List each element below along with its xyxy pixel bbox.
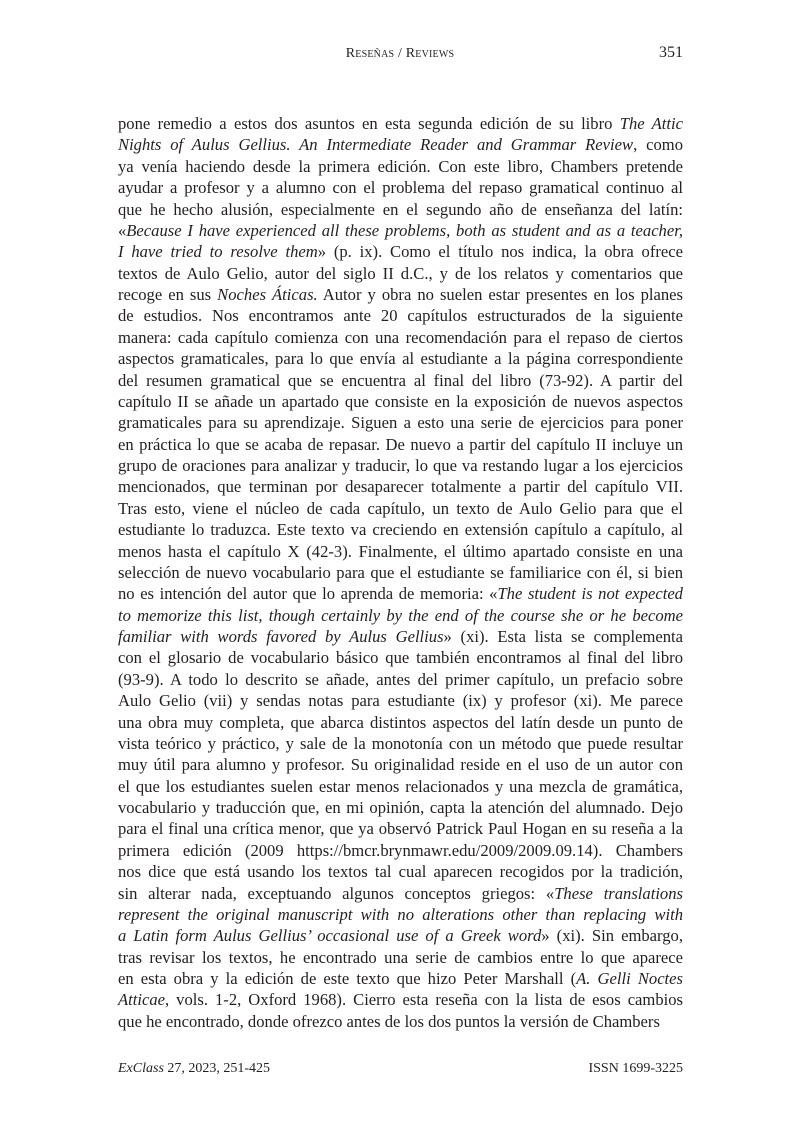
text-run: ya venía haciendo desde la primera edición. Con este libro, Chambers pretende: [118, 156, 683, 176]
text-line: [118, 263, 683, 284]
text-line: [118, 348, 683, 369]
text-line: [118, 754, 683, 775]
text-line: [118, 305, 683, 326]
text-run: tras revisar los textos, he encontrado una serie de cambios entre lo que aparece: [118, 947, 683, 967]
text-run: sin alterar nada, exceptuando algunos conceptos griegos: «: [118, 883, 555, 903]
text-run: » (xi). Sin embargo,: [541, 926, 683, 946]
text-line: [118, 797, 683, 818]
text-run: el que los estudiantes suelen estar menos relacionados y una mezcla de gramática,: [118, 776, 683, 796]
text-line: [118, 733, 683, 754]
text-line: [118, 455, 683, 476]
italic-text: I have tried to resolve them: [118, 242, 318, 262]
text-line: [118, 861, 683, 882]
text-line: [118, 925, 683, 946]
italic-text: These translations: [554, 883, 683, 903]
text-run: primera edición (2009 https://bmcr.brynmawr.edu/2009/2009.09.14). Chambers: [118, 840, 683, 860]
text-run: una obra muy completa, que abarca distintos aspectos del latín desde un punto de: [118, 712, 683, 732]
italic-text: Because I have experienced all these problems, both as student and as a teacher,: [126, 220, 683, 240]
text-run: selección de nuevo vocabulario para que el estudiante se familiarice con él, si bien: [118, 562, 683, 582]
text-line: [118, 840, 683, 861]
italic-text: a Latin form Aulus Gellius’ occasional use of a Greek word: [118, 926, 542, 946]
body-text: [118, 113, 683, 1032]
text-run: estudiante lo traduzca. Este texto va creciendo en extensión capítulo a capítulo, al: [118, 520, 683, 540]
text-line: [118, 327, 683, 348]
text-line: [118, 498, 683, 519]
text-line: [118, 370, 683, 391]
text-line: [118, 605, 683, 626]
text-run: del resumen gramatical que se encuentra al final del libro (73-92). A partir del: [118, 370, 683, 390]
text-line: [118, 989, 683, 1010]
text-line: [118, 177, 683, 198]
text-line: [118, 583, 683, 604]
text-run: de estudios. Nos encontramos ante 20 capítulos estructurados de la siguiente: [118, 306, 683, 326]
text-run: en esta obra y la edición de este texto que hizo Peter Marshall (: [118, 969, 577, 988]
text-run: aspectos gramaticales, para lo que envía al estudiante a la página correspondiente: [118, 349, 683, 369]
text-line: [118, 776, 683, 797]
text-line: [118, 712, 683, 733]
text-run: grupo de oraciones para analizar y traducir, lo que va restando lugar a los ejercicios: [118, 456, 683, 475]
text-line: [118, 284, 683, 305]
text-line: [118, 947, 683, 968]
text-line: [118, 968, 683, 989]
text-run: que he hecho alusión, especialmente en el segundo año de enseñanza del latín:: [118, 199, 683, 219]
text-run: ayudar a profesor y a alumno con el problema del repaso gramatical continuo al: [118, 178, 683, 198]
issn: ISSN 1699-3225: [588, 1061, 683, 1076]
text-line: [118, 883, 683, 904]
text-line: [118, 647, 683, 668]
text-line: [118, 412, 683, 433]
text-line: [118, 241, 683, 262]
text-line: [118, 434, 683, 455]
running-title: Reseñas / Reviews: [345, 46, 455, 61]
italic-text: to memorize this list, though certainly by the end of the course she or he become: [118, 605, 683, 625]
text-run: capítulo II se añade un apartado que consiste en la exposición de nuevos aspectos: [118, 391, 683, 411]
text-line: [118, 904, 683, 925]
text-line: [118, 1011, 683, 1032]
text-run: textos de Aulo Gelio, autor del siglo II d.C., y de los relatos y comentarios que: [118, 263, 683, 283]
text-line: [118, 199, 683, 220]
text-line: [118, 391, 683, 412]
text-run: muy útil para alumno y profesor. Su originalidad reside en el uso de un autor con: [118, 755, 683, 775]
text-run: (93-9). A todo lo descrito se añade, antes del primer capítulo, un prefacio sobre: [118, 669, 683, 689]
text-run: nos dice que está usando los textos tal cual aparecen recogidos por la tradición,: [118, 862, 683, 882]
volume-year-pages: 27, 2023, 251-425: [163, 1061, 271, 1076]
text-line: [118, 562, 683, 583]
text-line: [118, 818, 683, 839]
text-run: » (p. ix). Como el título nos indica, la obra ofrece: [317, 242, 683, 262]
italic-text: familiar with words favored by Aulus Gellius: [118, 627, 444, 646]
text-line: [118, 134, 683, 155]
text-run: pone remedio a estos dos asuntos en esta segunda edición de su libro: [118, 114, 620, 133]
text-line: [118, 541, 683, 562]
text-run: recoge en sus: [118, 285, 218, 304]
text-run: menos hasta el capítulo X (42-3). Finalmente, el último apartado consiste en una: [118, 541, 683, 561]
text-run: Aulo Gelio (vii) y sendas notas para estudiante (ix) y profesor (xi). Me parece: [118, 691, 683, 711]
text-run: que he encontrado, donde ofrezco antes de los dos puntos la versión de Chambers: [118, 1011, 660, 1031]
text-run: en práctica lo que se acaba de repasar. De nuevo a partir del capítulo II incluye un: [118, 434, 683, 454]
text-line: [118, 113, 683, 134]
text-run: » (xi). Esta lista se complementa: [443, 627, 683, 646]
page-number: 351: [659, 44, 683, 61]
text-run: «: [118, 220, 127, 240]
text-run: vocabulario y traducción que, en mi opinión, capta la atención del alumnado. Dejo: [118, 798, 683, 817]
text-run: con el glosario de vocabulario básico que también encontramos al final del libro: [118, 648, 683, 668]
italic-text: A. Gelli Noctes: [576, 969, 683, 988]
text-run: manera: cada capítulo comienza con una recomendación para el repaso de ciertos: [118, 327, 683, 347]
text-run: Tras esto, viene el núcleo de cada capítulo, un texto de Aulo Gelio para que el: [118, 498, 683, 518]
text-run: Autor y obra no suelen estar presentes en los planes: [317, 285, 683, 304]
italic-text: Noches Áticas.: [217, 285, 318, 304]
text-run: para el final una crítica menor, que ya observó Patrick Paul Hogan en su reseña a la: [118, 819, 683, 839]
text-line: [118, 476, 683, 497]
journal-citation: [118, 1061, 270, 1077]
text-line: [118, 626, 683, 647]
text-line: [118, 690, 683, 711]
italic-text: Atticae: [118, 990, 165, 1010]
text-run: , como: [633, 135, 683, 155]
text-line: [118, 156, 683, 177]
text-run: mencionados, que terminan por desaparecer totalmente a partir del capítulo VII.: [118, 477, 683, 497]
italic-text: Nights of Aulus Gellius. An Intermediate Reader and Grammar Review: [118, 135, 634, 155]
text-line: [118, 669, 683, 690]
italic-text: The student is not expected: [497, 584, 683, 604]
text-line: [118, 220, 683, 241]
journal-name: ExClass: [118, 1061, 164, 1076]
italic-text: represent the original manuscript with no alterations other than replacing with: [118, 904, 683, 924]
text-run: vista teórico y práctico, y sale de la monotonía con un método que puede resultar: [118, 733, 683, 753]
italic-text: The Attic: [619, 114, 684, 133]
text-run: gramaticales para su aprendizaje. Siguen a esto una serie de ejercicios para poner: [118, 413, 683, 433]
text-run: , vols. 1-2, Oxford 1968). Cierro esta reseña con la lista de esos cambios: [165, 990, 683, 1010]
text-run: no es intención del autor que lo aprenda de memoria: «: [118, 584, 498, 604]
text-line: [118, 519, 683, 540]
